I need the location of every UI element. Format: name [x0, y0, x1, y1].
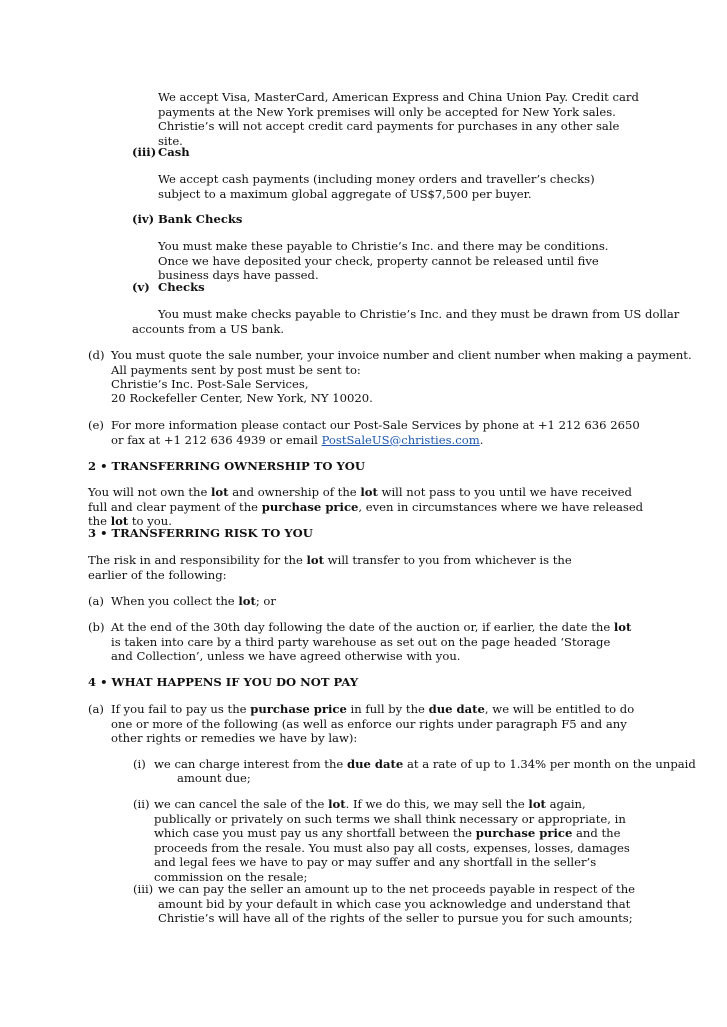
s4-item-iii-text: we can pay the seller an amount up to the net proceeds payable in respect of the amount bid by your default in which case you acknowledge and understand that Christie’s will have all of the rights of the seller to pursue you for such amounts; [158, 882, 636, 926]
section-4-heading: 4 • WHAT HAPPENS IF YOU DO NOT PAY [88, 675, 359, 689]
cash-number: (iii) [132, 145, 157, 159]
item-d-line-2: All payments sent by post must be sent to: [111, 363, 361, 377]
item-e-label: (e) [88, 418, 104, 432]
s4-item-iii-label: (iii) [133, 882, 154, 896]
checks-line-1: You must make checks payable to Christie’s Inc. and they must be drawn from US dollar [158, 307, 680, 321]
s3-item-b-text: At the end of the 30th day following the date of the auction or, if earlier, the date the lot is taken into care by a third party warehouse as set out on the page headed ‘Storage and Collection’, unless we have agreed otherwise with you. [111, 620, 632, 664]
credit-card-paragraph: We accept Visa, MasterCard, American Express and China Union Pay. Credit card payments at the New York premises will only be accepted for New York sales. Christie’s will not accept credit card payments for purchases in any other sale site. [158, 90, 639, 148]
cash-title: Cash [158, 145, 190, 159]
s3-item-a-label: (a) [88, 594, 104, 608]
item-e-paragraph [111, 418, 641, 447]
email-link[interactable]: PostSaleUS@christies.com [321, 432, 480, 447]
item-d-label: (d) [88, 348, 105, 362]
section-2-heading: 2 • TRANSFERRING OWNERSHIP TO YOU [88, 459, 366, 473]
s4-item-i-line-2: amount due; [177, 771, 251, 785]
item-d-line-1: You must quote the sale number, your invoice number and client number when making a payment. [111, 348, 692, 362]
bank-checks-number: (iv) [132, 212, 155, 226]
bank-checks-paragraph: You must make these payable to Christie’s Inc. and there may be conditions. Once we have deposited your check, property cannot be released until five business days have passed. [158, 239, 609, 283]
s4-item-a-label: (a) [88, 702, 104, 716]
section-3-heading: 3 • TRANSFERRING RISK TO YOU [88, 526, 313, 540]
checks-line-2: accounts from a US bank. [132, 322, 285, 336]
section-3-paragraph: The risk in and responsibility for the lot will transfer to you from whichever is the earlier of the following: [88, 553, 572, 582]
item-e-text: For more information please contact our Post-Sale Services by phone at +1 212 636 2650 or fax at +1 212 636 4939 or email [111, 418, 640, 447]
cash-paragraph: We accept cash payments (including money orders and traveller’s checks) subject to a maximum global aggregate of US$7,500 per buyer. [158, 172, 595, 201]
item-e-end: . [479, 432, 484, 447]
s4-item-i-line-1: we can charge interest from the due date at a rate of up to 1.34% per month on the unpaid [154, 757, 696, 771]
s4-item-ii-label: (ii) [133, 797, 150, 811]
s4-item-a-text: If you fail to pay us the purchase price in full by the due date, we will be entitled to do one or more of the following (as well as enforce our rights under paragraph F5 and any other rights or remedies we have by law): [111, 702, 635, 746]
s3-item-a-text: When you collect the lot; or [111, 594, 276, 608]
checks-title: Checks [158, 280, 205, 294]
item-d-line-4: 20 Rockefeller Center, New York, NY 10020. [111, 391, 373, 405]
bank-checks-title: Bank Checks [158, 212, 243, 226]
item-d-line-3: Christie’s Inc. Post-Sale Services, [111, 377, 309, 391]
s3-item-b-label: (b) [88, 620, 105, 634]
checks-number: (v) [132, 280, 150, 294]
s4-item-i-label: (i) [133, 757, 146, 771]
s4-item-ii-text: we can cancel the sale of the lot. If we do this, we may sell the lot again, publically or privately on such terms we shall think necessary or appropriate, in which case you must pay us any shortfall between the purchase price and the proceeds from the resale. You must also pay all costs, expenses, losses, damages and legal fees we have to pay or may suffer and any shortfall in the seller’s commission on the resale; [154, 797, 630, 884]
section-2-paragraph: You will not own the lot and ownership of the lot will not pass to you until we have received full and clear payment of the purchase price, even in circumstances where we have released the lot to you. [88, 485, 644, 529]
